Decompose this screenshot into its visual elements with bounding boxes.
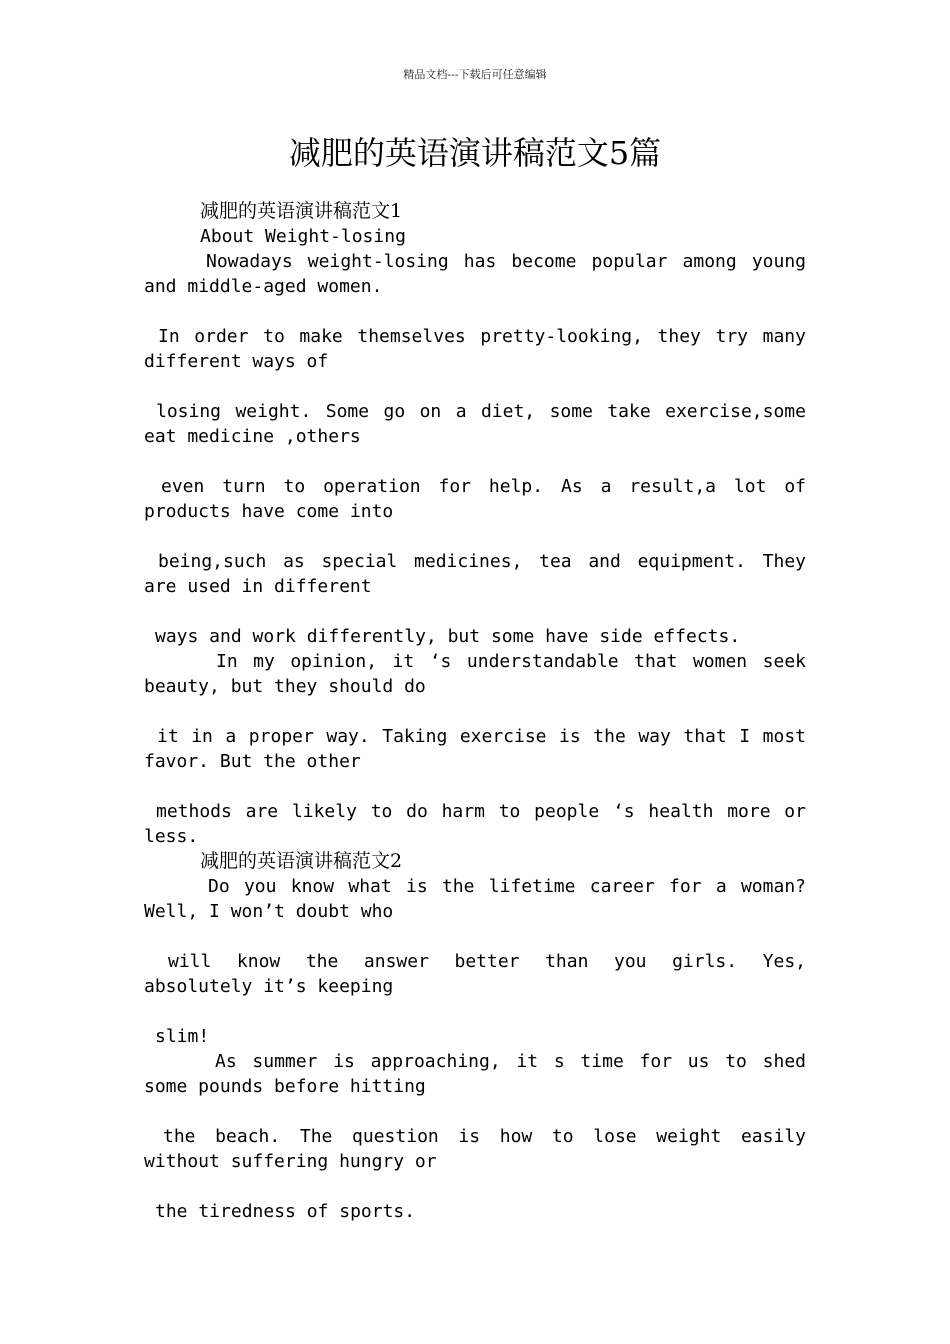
- text-line: beauty, but they should do: [144, 676, 426, 697]
- text-line: losing weight. Some go on a diet, some take exercise,some: [156, 401, 806, 422]
- text-line: it in a proper way. Taking exercise is the way that I most: [157, 726, 806, 747]
- document-title: 减肥的英语演讲稿范文5篇: [288, 134, 662, 172]
- section-heading: 减肥的英语演讲稿范文2: [200, 850, 403, 872]
- blank-line: [144, 599, 806, 624]
- document-body: [144, 199, 806, 1224]
- blank-line: [144, 774, 806, 799]
- blank-line: [144, 449, 806, 474]
- text-line: less.: [144, 826, 199, 847]
- blank-line: [144, 1099, 806, 1124]
- text-line: the tiredness of sports.: [155, 1201, 416, 1222]
- section-heading: 减肥的英语演讲稿范文1: [200, 200, 403, 222]
- text-line: In order to make themselves pretty-looking, they try many: [158, 326, 806, 347]
- page-header: 精品文档---下载后可任意编辑: [403, 68, 547, 81]
- text-line: methods are likely to do harm to people ‘s health more or: [156, 801, 806, 822]
- text-line: products have come into: [144, 501, 394, 522]
- text-line: the beach. The question is how to lose weight easily: [163, 1126, 806, 1147]
- text-line: As summer is approaching, it s time for us to shed: [215, 1051, 806, 1072]
- text-line: are used in different: [144, 576, 372, 597]
- text-line: even turn to operation for help. As a result,a lot of: [161, 476, 806, 497]
- text-line: some pounds before hitting: [144, 1076, 426, 1097]
- blank-line: [144, 299, 806, 324]
- blank-line: [144, 1174, 806, 1199]
- text-line: different ways of: [144, 351, 329, 372]
- text-line: Do you know what is the lifetime career for a woman?: [208, 876, 806, 897]
- text-line: favor. But the other: [144, 751, 361, 772]
- blank-line: [144, 524, 806, 549]
- text-line: slim!: [155, 1026, 210, 1047]
- text-line: About Weight-losing: [200, 226, 406, 247]
- text-line: being,such as special medicines, tea and equipment. They: [158, 551, 806, 572]
- text-line: and middle-aged women.: [144, 276, 383, 297]
- blank-line: [144, 924, 806, 949]
- blank-line: [144, 374, 806, 399]
- text-line: without suffering hungry or: [144, 1151, 437, 1172]
- text-line: Well, I won’t doubt who: [144, 901, 394, 922]
- blank-line: [144, 699, 806, 724]
- text-line: Nowadays weight-losing has become popular among young: [206, 251, 806, 272]
- text-line: ways and work differently, but some have side effects.: [155, 626, 741, 647]
- text-line: In my opinion, it ‘s understandable that women seek: [216, 651, 806, 672]
- text-line: eat medicine ,others: [144, 426, 361, 447]
- blank-line: [144, 999, 806, 1024]
- text-line: absolutely it’s keeping: [144, 976, 394, 997]
- text-line: will know the answer better than you girls. Yes,: [168, 951, 806, 972]
